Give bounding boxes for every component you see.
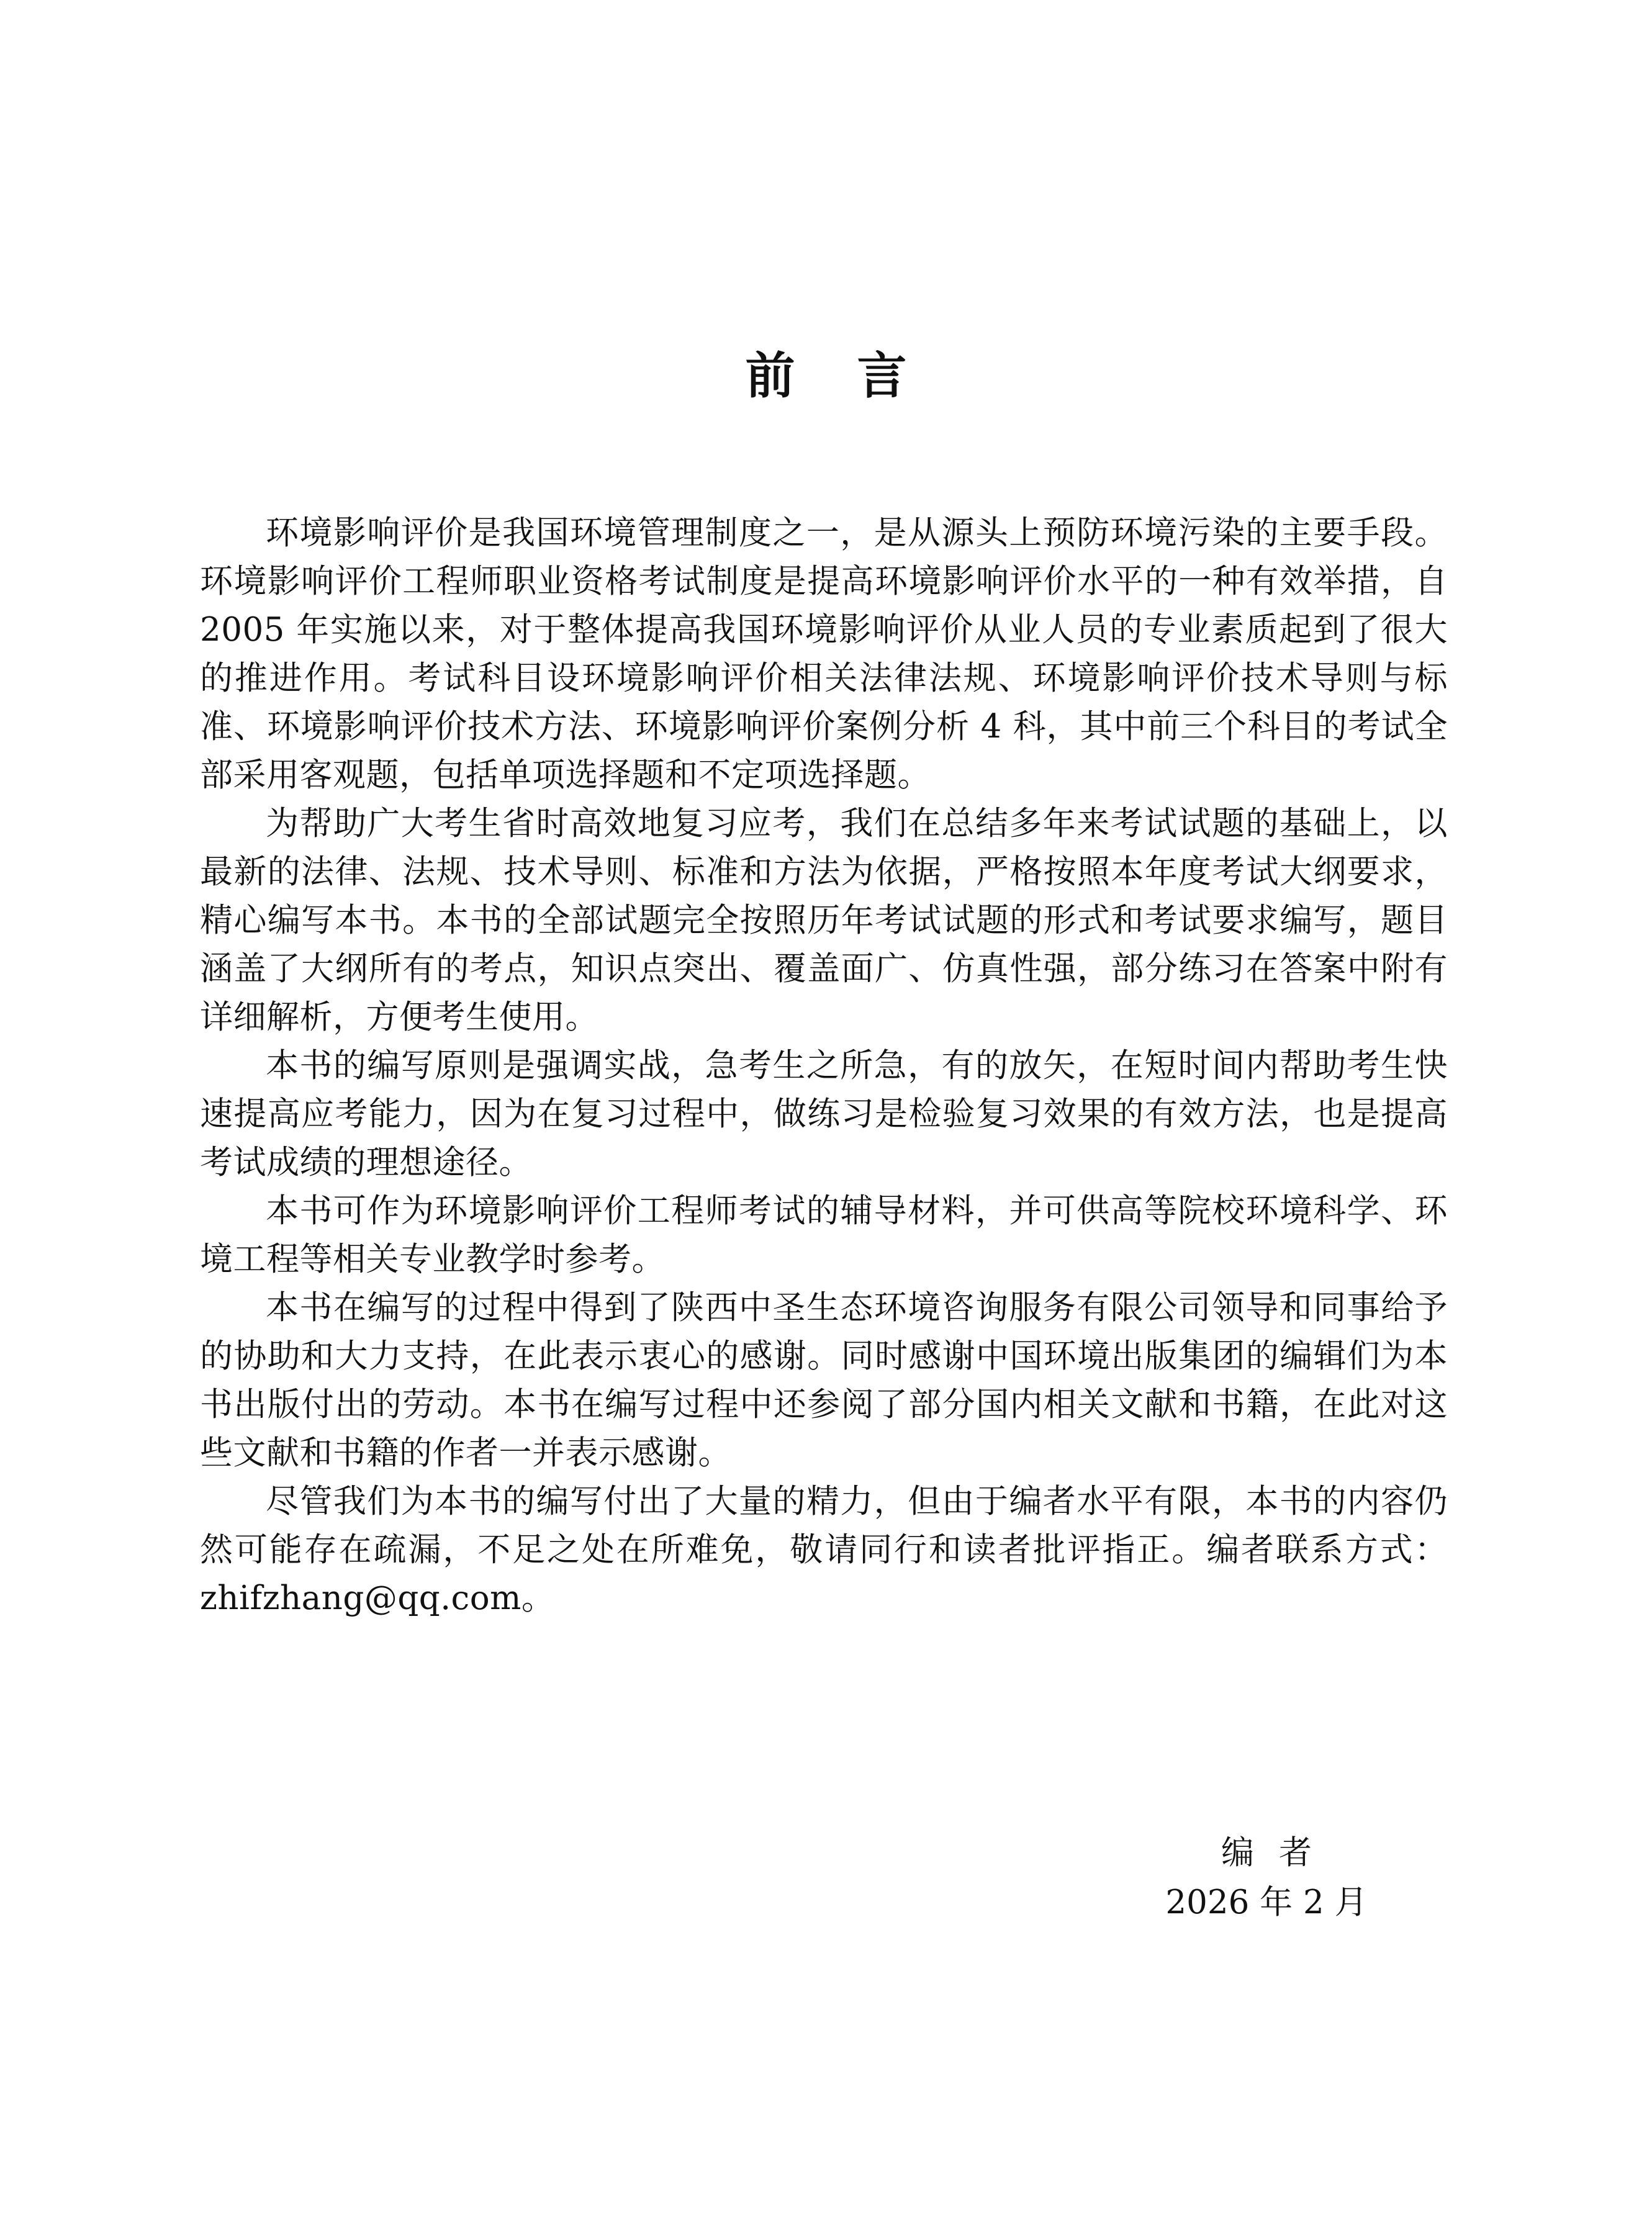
signature-block <box>1155 1828 1378 1928</box>
paragraph-2: 为帮助广大考生省时高效地复习应考，我们在总结多年来考试试题的基础上，以最新的法律、法规、技术导则、标准和方法为依据，严格按照本年度考试大纲要求，精心编写本书。本书的全部试题完全按照历年考试试题的形式和考试要求编写，题目涵盖了大纲所有的考点，知识点突出、覆盖面广、仿真性强，部分练习在答案中附有详细解析，方便考生使用。 <box>200 805 1448 1036</box>
paragraph-4: 本书可作为环境影响评价工程师考试的辅导材料，并可供高等院校环境科学、环境工程等相关专业教学时参考。 <box>200 1192 1448 1278</box>
paragraph-1: 环境影响评价是我国环境管理制度之一，是从源头上预防环境污染的主要手段。环境影响评价工程师职业资格考试制度是提高环境影响评价水平的一种有效举措，自 2005 年实施以来，对于整体提高我国环境影响评价从业人员的专业素质起到了很大的推进作用。考试科目设环境影响评价相关法律法规、环境影响评价技术导则与标准、环境影响评价技术方法、环境影响评价案例分析 4 科，其中前三个科目的考试全部采用客观题，包括单项选择题和不定项选择题。 <box>200 514 1448 794</box>
signature-author: 编者 <box>1221 1834 1337 1872</box>
signature-date: 2026 年 2 月 <box>1165 1883 1368 1921</box>
preface-body <box>200 509 1448 1623</box>
page-title: 前言 <box>745 346 969 405</box>
paragraph-5: 本书在编写的过程中得到了陕西中圣生态环境咨询服务有限公司领导和同事给予的协助和大力支持，在此表示衷心的感谢。同时感谢中国环境出版集团的编辑们为本书出版付出的劳动。本书在编写过程中还参阅了部分国内相关文献和书籍，在此对这些文献和书籍的作者一并表示感谢。 <box>200 1289 1448 1472</box>
paragraph-6: 尽管我们为本书的编写付出了大量的精力，但由于编者水平有限，本书的内容仍然可能存在疏漏，不足之处在所难免，敬请同行和读者批评指正。编者联系方式：zhifzhang@qq.com。 <box>200 1482 1448 1617</box>
paragraph-3: 本书的编写原则是强调实战，急考生之所急，有的放矢，在短时间内帮助考生快速提高应考能力，因为在复习过程中，做练习是检验复习效果的有效方法，也是提高考试成绩的理想途径。 <box>200 1047 1448 1181</box>
